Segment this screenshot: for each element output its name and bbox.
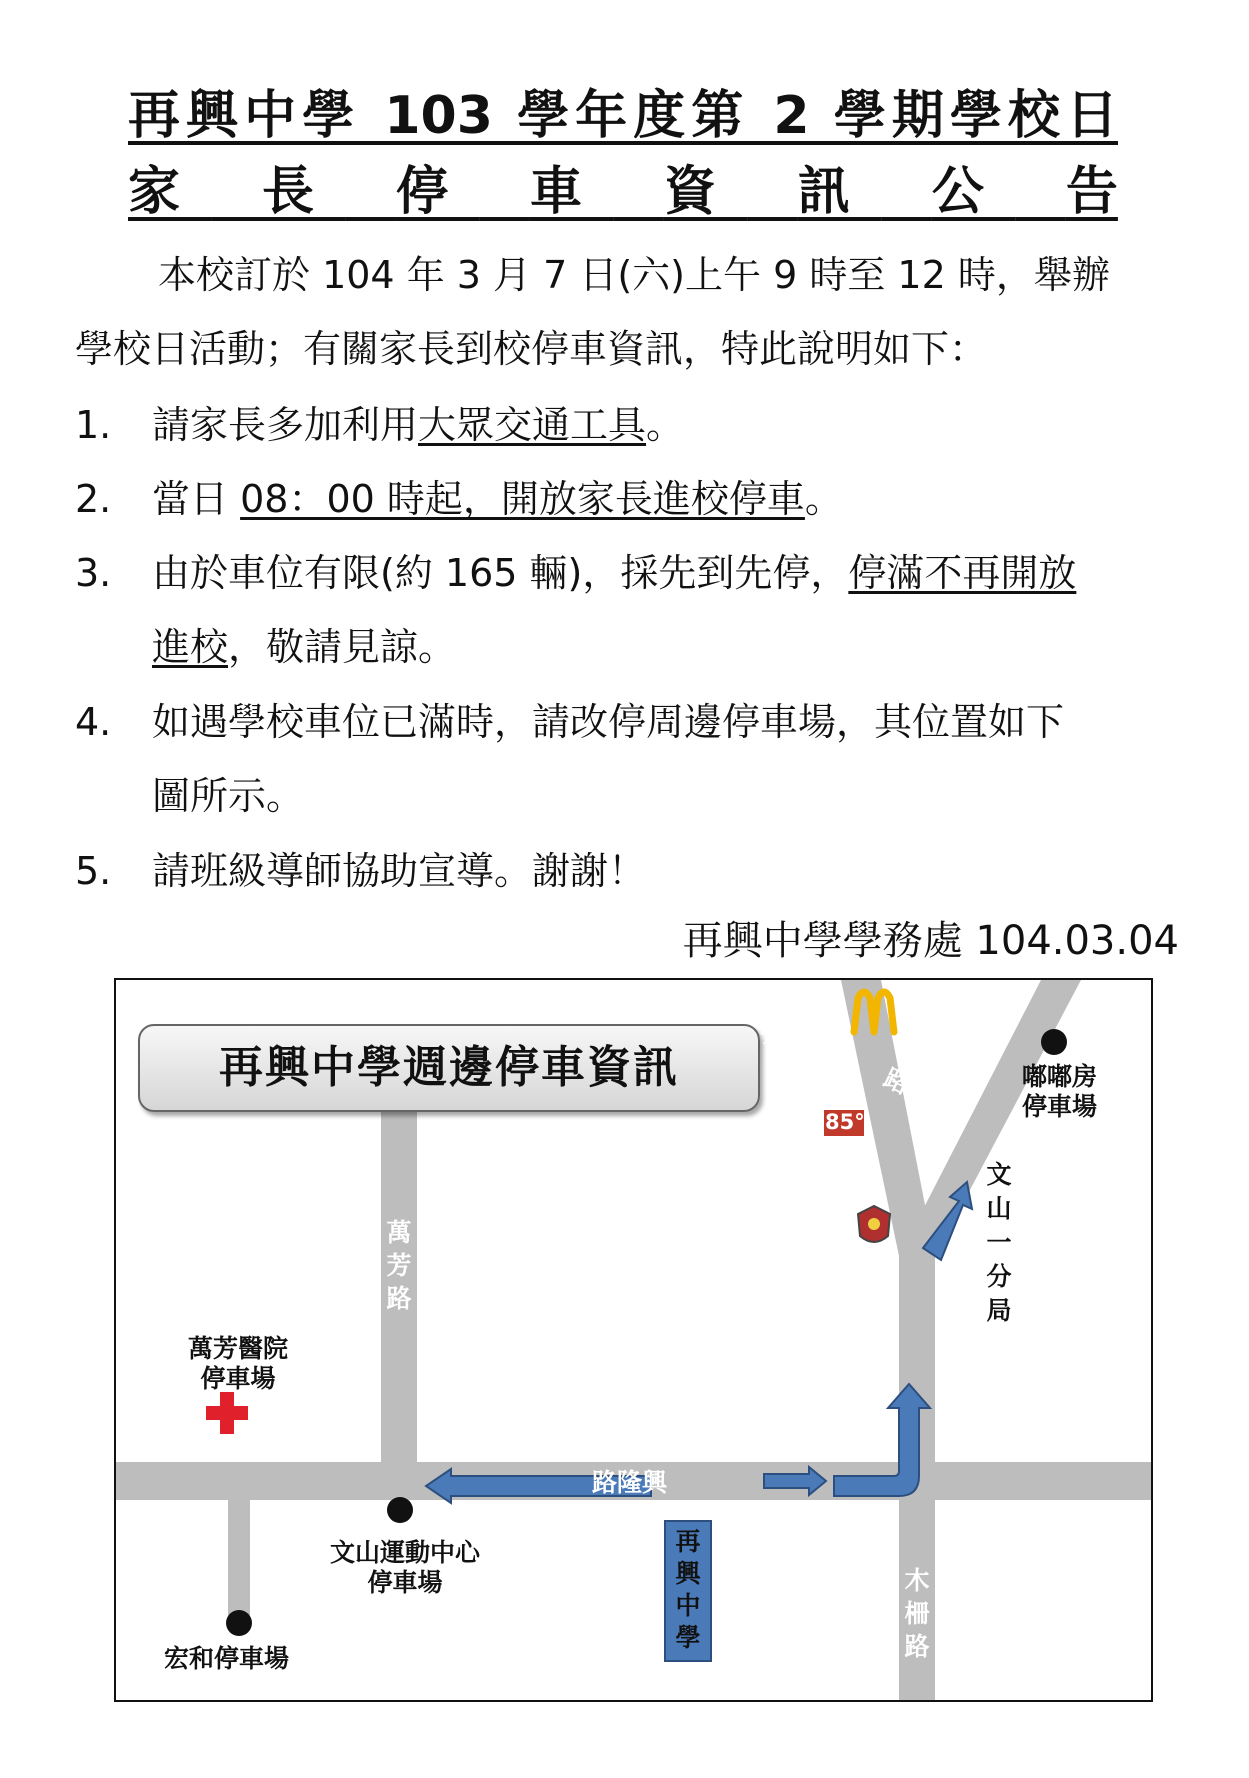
- sports-center-label: 文山運動中心 停車場: [330, 1538, 481, 1597]
- parking-map: [114, 978, 1153, 1702]
- shop85-label: 85°: [825, 1110, 865, 1134]
- list-item: 請家長多加利用大眾交通工具。: [152, 403, 685, 447]
- list-item: 如遇學校車位已滿時，請改停周邊停車場，其位置如下: [152, 700, 1065, 744]
- list-item-continued: 進校，敬請見諒。: [152, 625, 457, 669]
- dudu-label: 嘟嘟房 停車場: [1022, 1062, 1098, 1121]
- list-item: 由於車位有限(約 165 輛)，採先到先停，停滿不再開放: [152, 551, 1077, 595]
- intro-line-2: 學校日活動；有關家長到校停車資訊，特此說明如下：: [75, 327, 988, 371]
- arrow-turn-north: [834, 1384, 930, 1496]
- title-line-2: 家 長 停 車 資 訊 公 告: [128, 162, 1118, 222]
- list-item: 請班級導師協助宣導。謝謝！: [152, 849, 647, 893]
- school-block: 再 興 中 學: [664, 1520, 712, 1662]
- police-badge-icon: [858, 1206, 890, 1242]
- item-number: 1.: [75, 403, 112, 447]
- xinglong-road-label: 路隆興: [592, 1468, 668, 1497]
- map-banner: 再興中學週邊停車資訊: [138, 1024, 760, 1112]
- honghe-lane: [228, 1485, 250, 1615]
- police-station-label: 文 山 一 分 局: [986, 1160, 1012, 1325]
- route-arrows: [426, 1182, 972, 1503]
- muzha-road-bottom-label: 木 柵 路: [904, 1566, 930, 1661]
- honghe-dot: [226, 1610, 252, 1636]
- list-item: 當日 08：00 時起，開放家長進校停車。: [152, 477, 843, 521]
- title-line-1: 再興中學 103 學年度第 2 學期學校日: [128, 86, 1118, 146]
- sports-dot: [387, 1497, 413, 1523]
- hospital-label: 萬芳醫院 停車場: [188, 1334, 289, 1393]
- dudu-dot: [1041, 1029, 1067, 1055]
- item-number: 2.: [75, 477, 112, 521]
- wanfang-road-label: 萬 芳 路: [386, 1218, 412, 1313]
- item-number: 4.: [75, 700, 112, 744]
- item-number: 5.: [75, 849, 112, 893]
- muzha-road-top-label: 木 柵 路: [879, 1003, 943, 1100]
- hospital-cross-icon: [206, 1392, 248, 1434]
- list-item-continued: 圖所示。: [152, 774, 305, 818]
- xiuming-road-label: 秀 明 路: [756, 1014, 802, 1113]
- honghe-label: 宏和停車場: [164, 1644, 290, 1673]
- item-number: 3.: [75, 551, 112, 595]
- intro-line-1: 本校訂於 104 年 3 月 7 日(六)上午 9 時至 12 時，舉辦: [158, 253, 1110, 297]
- signature: 再興中學學務處 104.03.04: [682, 918, 1179, 964]
